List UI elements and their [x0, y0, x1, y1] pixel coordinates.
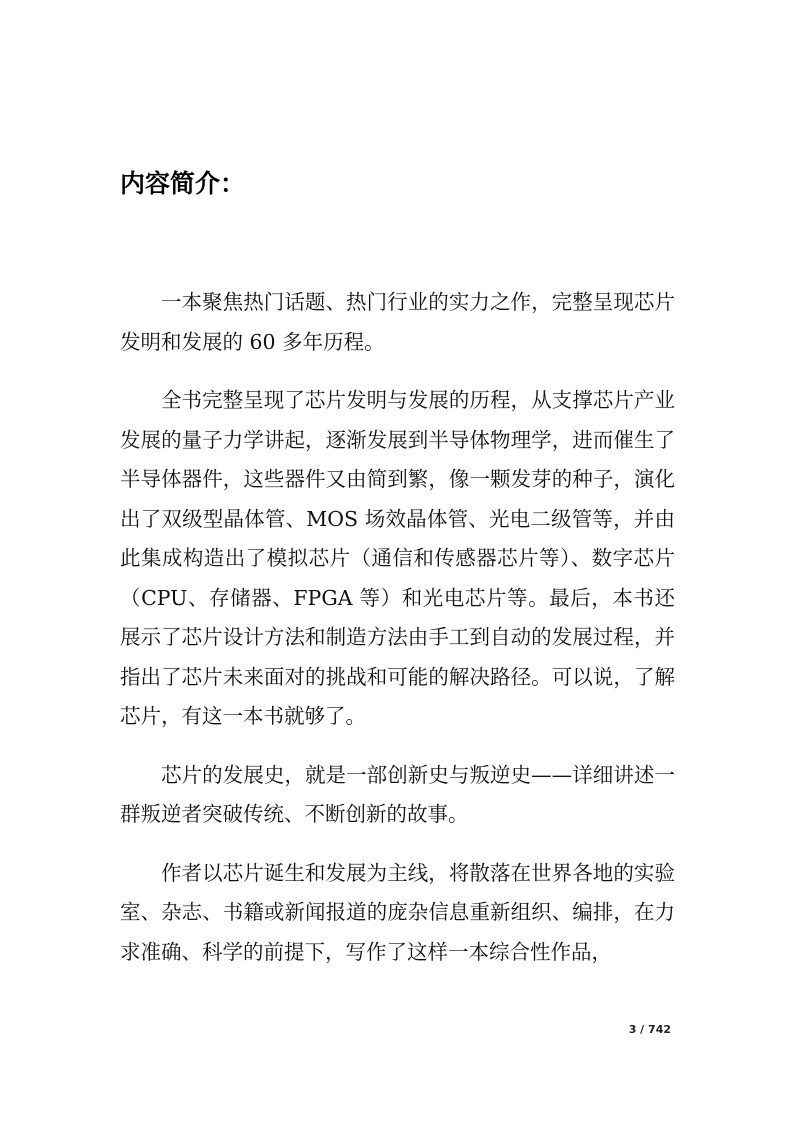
paragraph: 全书完整呈现了芯片发明与发展的历程，从支撑芯片产业发展的量子力学讲起，逐渐发展到半导体物理学，进而催生了半导体器件，这些器件又由简到繁，像一颗发芽的种子，演化出了双级型晶体管、MOS 场效晶体管、光电二级管等，并由此集成构造出了模拟芯片（通信和传感器芯片等）、数字芯片（CPU、存储器、FPGA 等）和光电芯片等。最后，本书还展示了芯片设计方法和制造方法由手工到自动的发展过程，并指出了芯片未来面对的挑战和可能的解决路径。可以说，了解芯片，有这一本书就够了。 — [120, 388, 675, 728]
paragraph: 一本聚焦热门话题、热门行业的实力之作，完整呈现芯片发明和发展的 60 多年历程。 — [120, 290, 675, 354]
paragraph: 芯片的发展史，就是一部创新史与叛逆史——详细讲述一群叛逆者突破传统、不断创新的故事。 — [120, 762, 675, 826]
page-indicator: 3 / 742 — [628, 1023, 671, 1036]
section-heading: 内容简介： — [120, 169, 246, 198]
paragraph: 作者以芯片诞生和发展为主线，将散落在世界各地的实验室、杂志、书籍或新闻报道的庞杂信息重新组织、编排，在力求准确、科学的前提下，写作了这样一本综合性作品， — [120, 860, 675, 964]
body-text — [120, 283, 675, 991]
